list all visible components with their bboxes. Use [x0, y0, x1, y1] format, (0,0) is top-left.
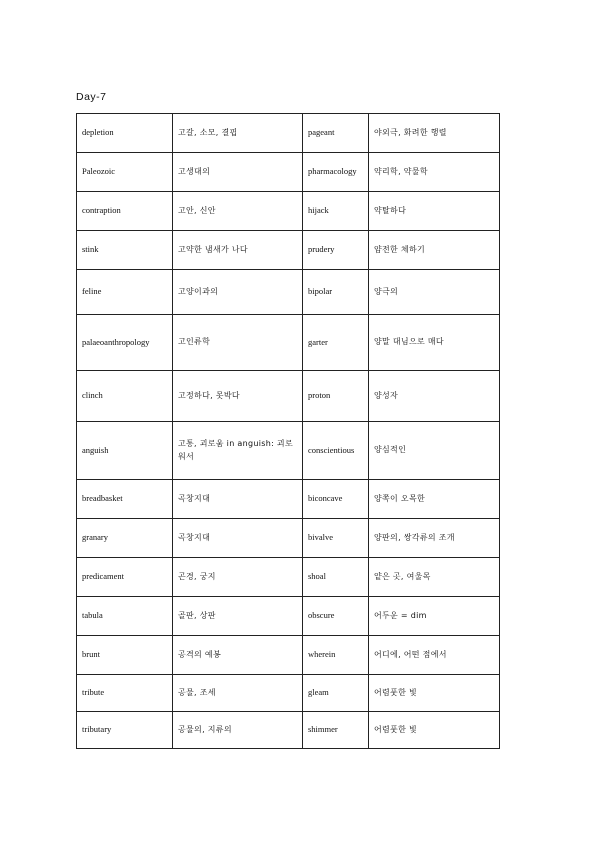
english-word-cell: hijack [303, 192, 369, 231]
korean-meaning-cell: 약탈하다 [369, 192, 500, 231]
table-row [77, 597, 500, 636]
table-row [77, 371, 500, 422]
english-word-cell: bivalve [303, 519, 369, 558]
korean-meaning-cell: 어두운 = dim [369, 597, 500, 636]
korean-meaning-cell: 고정하다, 못박다 [173, 371, 303, 422]
english-word-cell: pageant [303, 114, 369, 153]
korean-meaning-cell: 어디에, 어떤 점에서 [369, 636, 500, 675]
table-row [77, 636, 500, 675]
english-word-cell: feline [77, 270, 173, 315]
korean-meaning-cell: 얌전한 체하기 [369, 231, 500, 270]
korean-meaning-cell: 고인류학 [173, 315, 303, 371]
table-row [77, 712, 500, 749]
english-word-cell: tributary [77, 712, 173, 749]
korean-meaning-cell: 공격의 예봉 [173, 636, 303, 675]
korean-meaning-cell: 양판의, 쌍각류의 조개 [369, 519, 500, 558]
table-row [77, 270, 500, 315]
english-word-cell: biconcave [303, 480, 369, 519]
english-word-cell: breadbasket [77, 480, 173, 519]
korean-meaning-cell: 양극의 [369, 270, 500, 315]
table-row [77, 114, 500, 153]
korean-meaning-cell: 곡창지대 [173, 480, 303, 519]
korean-meaning-cell: 고생대의 [173, 153, 303, 192]
korean-meaning-cell: 어렴풋한 빛 [369, 675, 500, 712]
english-word-cell: palaeoanthropology [77, 315, 173, 371]
korean-meaning-cell: 골판, 상판 [173, 597, 303, 636]
english-word-cell: contraption [77, 192, 173, 231]
table-row [77, 519, 500, 558]
english-word-cell: bipolar [303, 270, 369, 315]
vocabulary-table [76, 113, 500, 749]
table-row [77, 558, 500, 597]
korean-meaning-cell: 양쪽이 오목한 [369, 480, 500, 519]
english-word-cell: shimmer [303, 712, 369, 749]
english-word-cell: tribute [77, 675, 173, 712]
korean-meaning-cell: 얕은 곳, 여울목 [369, 558, 500, 597]
english-word-cell: gleam [303, 675, 369, 712]
korean-meaning-cell: 고약한 냄새가 나다 [173, 231, 303, 270]
korean-meaning-cell: 양성자 [369, 371, 500, 422]
korean-meaning-cell: 곤경, 궁지 [173, 558, 303, 597]
english-word-cell: obscure [303, 597, 369, 636]
english-word-cell: prudery [303, 231, 369, 270]
korean-meaning-cell: 곡창지대 [173, 519, 303, 558]
page-title: Day-7 [76, 91, 107, 103]
english-word-cell: depletion [77, 114, 173, 153]
korean-meaning-cell: 양말 대님으로 매다 [369, 315, 500, 371]
english-word-cell: granary [77, 519, 173, 558]
korean-meaning-cell: 어렴풋한 빛 [369, 712, 500, 749]
table-row [77, 231, 500, 270]
korean-meaning-cell: 고갈, 소모, 결핍 [173, 114, 303, 153]
korean-meaning-cell: 고안, 신안 [173, 192, 303, 231]
korean-meaning-cell: 고양이과의 [173, 270, 303, 315]
korean-meaning-cell: 고통, 괴로움 in anguish: 괴로워서 [173, 422, 303, 480]
english-word-cell: pharmacology [303, 153, 369, 192]
korean-meaning-cell: 양심적인 [369, 422, 500, 480]
english-word-cell: anguish [77, 422, 173, 480]
korean-meaning-cell: 약리학, 약물학 [369, 153, 500, 192]
korean-meaning-cell: 야외극, 화려한 행렬 [369, 114, 500, 153]
english-word-cell: tabula [77, 597, 173, 636]
table-row [77, 192, 500, 231]
table-row [77, 315, 500, 371]
english-word-cell: shoal [303, 558, 369, 597]
english-word-cell: garter [303, 315, 369, 371]
english-word-cell: proton [303, 371, 369, 422]
table-row [77, 153, 500, 192]
english-word-cell: Paleozoic [77, 153, 173, 192]
table-row [77, 422, 500, 480]
english-word-cell: conscientious [303, 422, 369, 480]
english-word-cell: predicament [77, 558, 173, 597]
english-word-cell: brunt [77, 636, 173, 675]
english-word-cell: wherein [303, 636, 369, 675]
english-word-cell: clinch [77, 371, 173, 422]
korean-meaning-cell: 공물의, 지류의 [173, 712, 303, 749]
korean-meaning-cell: 공물, 조세 [173, 675, 303, 712]
table-row [77, 480, 500, 519]
english-word-cell: stink [77, 231, 173, 270]
table-row [77, 675, 500, 712]
